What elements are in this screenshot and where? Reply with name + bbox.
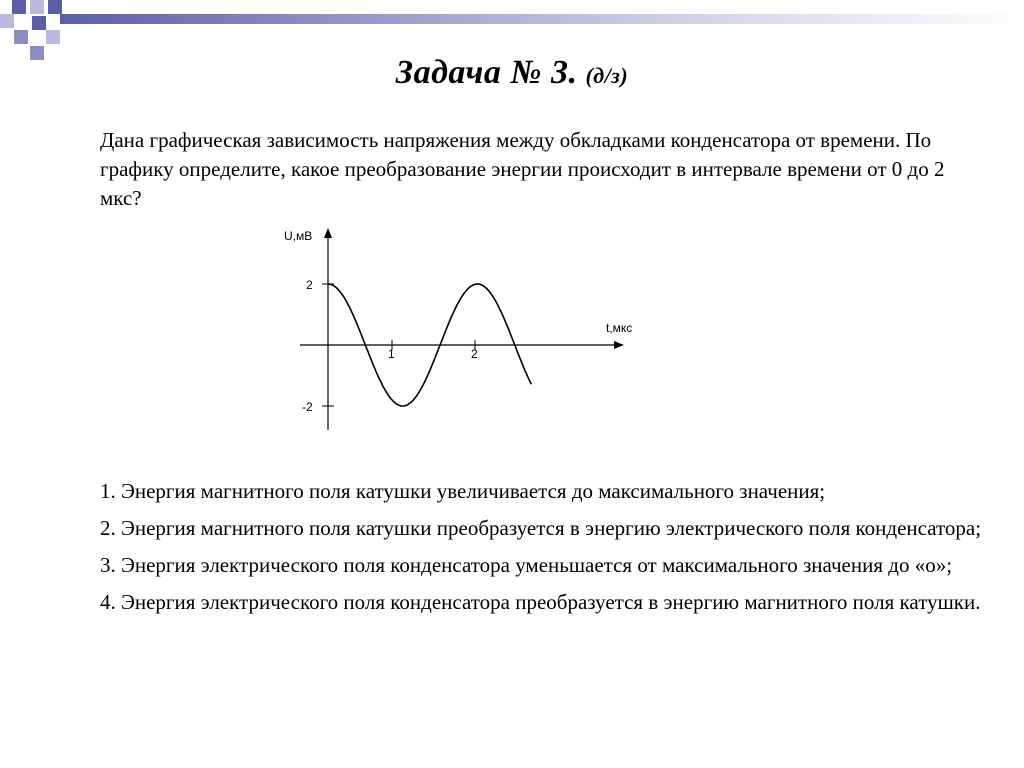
answer-list (100, 477, 990, 625)
y-tick-label-2: 2 (306, 278, 313, 292)
answer-1: 1. Энергия магнитного поля катушки увеличивается до максимального значения; (100, 479, 826, 503)
y-tick-label-neg2: -2 (302, 400, 313, 414)
x-tick-label-1: 1 (388, 347, 395, 361)
problem-statement: Дана графическая зависимость напряжения между обкладками конденсатора от времени. По графику определите, какое преобразование энергии происходит в интервале времени от 0 до 2 мкс? (100, 128, 945, 210)
x-axis-arrow (614, 341, 624, 349)
y-axis-arrow (324, 228, 332, 238)
y-axis-label: U,мВ (284, 229, 313, 243)
x-tick-label-2: 2 (471, 347, 478, 361)
answer-4: 4. Энергия электрического поля конденсатора преобразуется в энергию магнитного поля катушки. (100, 590, 981, 614)
slide-title-note: (д/з) (585, 63, 629, 88)
voltage-graph (270, 222, 660, 437)
x-axis-label: t,мкс (606, 321, 633, 335)
slide-title (0, 54, 1024, 92)
slide-title-text: Задача № 3. (395, 54, 578, 91)
answer-3: 3. Энергия электрического поля конденсатора уменьшается от максимального значения до «о»; (100, 553, 953, 577)
answer-2: 2. Энергия магнитного поля катушки преобразуется в энергию электрического поля конденсатора; (100, 516, 982, 540)
